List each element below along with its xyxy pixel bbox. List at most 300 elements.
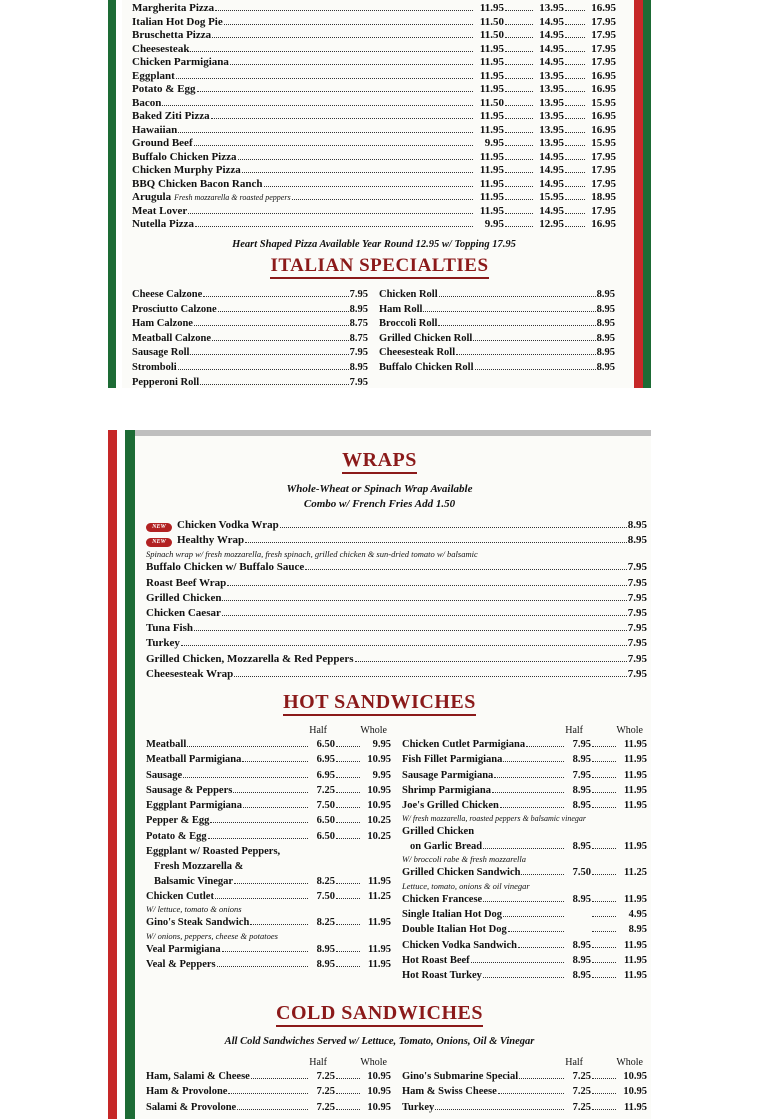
pizza-price-small: 11.95 xyxy=(479,83,504,95)
specialty-name: Chicken Roll xyxy=(379,289,438,300)
pizza-price-medium: 14.95 xyxy=(539,56,564,68)
hot-sandwich-half-price: 8.95 xyxy=(572,954,591,966)
hot-sandwich-whole-price: 8.95 xyxy=(628,924,647,936)
pizza-name: Cheesesteak xyxy=(132,42,190,55)
cold-sandwich-whole-price: 10.95 xyxy=(367,1101,391,1113)
leader-dots xyxy=(336,1078,360,1079)
wrap-price: 7.95 xyxy=(627,606,647,619)
cold-sandwich-name: Ham & Provolone xyxy=(146,1086,228,1098)
leader-dots xyxy=(592,947,616,948)
leader-dots xyxy=(592,792,616,793)
pizza-price-small: 11.95 xyxy=(479,150,504,163)
leader-dots xyxy=(336,777,360,778)
leader-dots xyxy=(438,325,595,326)
leader-dots xyxy=(336,1093,360,1094)
pizza-row xyxy=(132,2,616,16)
leader-dots xyxy=(505,145,533,146)
wraps-heading: WRAPS xyxy=(108,449,651,472)
hot-sandwich-row xyxy=(402,922,647,937)
pizza-price-large: 16.95 xyxy=(591,218,616,230)
hot-sandwich-name: Meatball xyxy=(146,739,187,750)
leader-dots xyxy=(565,51,585,52)
leader-dots xyxy=(565,132,585,133)
hot-sandwich-whole-price: 10.25 xyxy=(367,815,391,827)
leader-dots xyxy=(471,962,564,963)
specialty-name: Meatball Calzone xyxy=(132,332,212,344)
leader-dots xyxy=(519,1078,564,1079)
hot-sandwich-row xyxy=(146,798,391,813)
cold-sandwich-name: Ham, Salami & Cheese xyxy=(146,1071,250,1082)
pizza-price-medium: 14.95 xyxy=(539,164,564,176)
wrap-row xyxy=(146,606,647,621)
pizza-row xyxy=(132,205,616,219)
hot-sandwich-whole-price: 11.95 xyxy=(623,800,647,812)
specialty-price: 8.75 xyxy=(349,318,368,330)
hot-sandwich-name: Shrimp Parmigiana xyxy=(402,784,491,796)
leader-dots xyxy=(234,676,626,677)
specialty-price: 7.95 xyxy=(349,289,368,300)
spacer xyxy=(402,724,543,737)
leader-dots xyxy=(592,901,616,902)
pizza-name: BBQ Chicken Bacon Ranch xyxy=(132,177,263,190)
pizza-menu-panel xyxy=(108,0,651,388)
leader-dots xyxy=(498,1093,564,1094)
leader-dots xyxy=(194,630,627,631)
white-border-stripe xyxy=(116,0,122,388)
specialty-row xyxy=(379,288,615,303)
leader-dots xyxy=(222,951,308,952)
leader-dots xyxy=(565,186,585,187)
pizza-row xyxy=(132,70,616,84)
hot-sandwich-row xyxy=(402,783,647,798)
specialty-price: 8.95 xyxy=(596,347,615,359)
pizza-name: Italian Hot Dog Pie xyxy=(132,15,223,28)
wraps-subtitle-2: Combo w/ French Fries Add 1.50 xyxy=(303,498,456,510)
hot-sandwich-whole-price: 11.95 xyxy=(367,876,391,888)
hot-sandwich-row xyxy=(146,768,391,783)
cold-sandwich-row xyxy=(146,1069,391,1084)
half-label: Half xyxy=(565,725,583,736)
cold-sandwich-half-price: 7.25 xyxy=(572,1071,591,1082)
specialty-name: Cheesesteak Roll xyxy=(379,347,456,359)
hot-sandwich-name: Fish Fillet Parmigiana xyxy=(402,754,503,766)
hot-sandwich-name: Balsamic Vinegar xyxy=(154,876,234,888)
hot-sandwich-name: Double Italian Hot Dog xyxy=(402,924,507,936)
red-border-stripe xyxy=(634,0,643,388)
pizza-price-large: 15.95 xyxy=(591,96,616,109)
leader-dots xyxy=(195,226,473,227)
hot-sandwich-row xyxy=(146,813,391,828)
wrap-name: Turkey xyxy=(146,637,180,650)
leader-dots xyxy=(483,848,564,849)
cold-sandwich-whole-price: 10.95 xyxy=(623,1071,647,1082)
pizza-price-large: 16.95 xyxy=(591,110,616,122)
hot-sandwich-half-price: 8.95 xyxy=(572,800,591,812)
leader-dots xyxy=(178,369,349,370)
hot-sandwich-half-price: 8.95 xyxy=(316,943,335,955)
leader-dots xyxy=(222,615,627,616)
half-label: Half xyxy=(309,725,327,736)
wrap-row xyxy=(146,518,647,533)
leader-dots xyxy=(194,145,473,146)
leader-dots xyxy=(503,761,564,762)
pizza-price-small: 11.95 xyxy=(479,204,504,217)
hot-sandwich-half-price: 7.95 xyxy=(572,769,591,781)
hot-sandwich-row xyxy=(146,829,391,844)
hot-sandwich-name: Joe's Grilled Chicken xyxy=(402,800,499,812)
leader-dots xyxy=(212,340,349,341)
pizza-row xyxy=(132,56,616,70)
wrap-price: 7.95 xyxy=(627,622,647,635)
leader-dots xyxy=(264,186,474,187)
hot-sandwich-half-price: 8.25 xyxy=(316,917,335,929)
specialty-price: 8.95 xyxy=(596,332,615,344)
cold-sandwich-half-price: 7.25 xyxy=(572,1101,591,1113)
pizza-row xyxy=(132,191,616,205)
hot-sandwich-name: Grilled Chicken Sandwich xyxy=(402,867,521,879)
specialty-name: Prosciutto Calzone xyxy=(132,303,217,315)
hot-sandwich-name: Potato & Egg xyxy=(146,830,207,842)
hot-sandwich-row xyxy=(402,953,647,968)
leader-dots xyxy=(592,931,616,932)
leader-dots xyxy=(508,931,564,932)
leader-dots xyxy=(592,746,616,747)
leader-dots xyxy=(237,1109,308,1110)
wrap-price: 7.95 xyxy=(627,576,647,589)
hot-sandwich-half-price: 6.50 xyxy=(316,739,335,750)
leader-dots xyxy=(238,159,474,160)
half-whole-header xyxy=(146,1056,391,1069)
pizza-price-medium: 15.95 xyxy=(539,191,564,203)
leader-dots xyxy=(245,542,627,543)
hot-sandwich-whole-price: 11.95 xyxy=(623,784,647,796)
hot-sandwich-half-price: 6.95 xyxy=(316,754,335,766)
leader-dots xyxy=(200,384,348,385)
wrap-name: Healthy Wrap xyxy=(177,534,245,547)
leader-dots xyxy=(565,159,585,160)
leader-dots xyxy=(336,966,360,967)
wrap-name: Roast Beef Wrap xyxy=(146,576,227,589)
pizza-price-medium: 14.95 xyxy=(539,204,564,217)
pizza-price-medium: 13.95 xyxy=(539,110,564,122)
leader-dots xyxy=(592,848,616,849)
pizza-price-large: 17.95 xyxy=(591,29,616,41)
leader-dots xyxy=(188,213,473,214)
pizza-name: Hawaiian xyxy=(132,123,178,136)
hot-sandwich-name: Hot Roast Beef xyxy=(402,954,470,966)
hot-sandwich-name: Chicken Cutlet xyxy=(146,891,214,903)
hot-sandwich-name: Chicken Vodka Sandwich xyxy=(402,939,517,951)
leader-dots xyxy=(592,761,616,762)
pizza-name: Chicken Murphy Pizza xyxy=(132,164,241,176)
specialty-name: Pepperoni Roll xyxy=(132,376,200,388)
pizza-price-medium: 12.95 xyxy=(539,218,564,230)
specialty-row xyxy=(132,332,368,347)
pizza-price-medium: 13.95 xyxy=(539,96,564,109)
hot-sandwich-row xyxy=(402,752,647,767)
cold-sandwich-half-price: 7.25 xyxy=(316,1086,335,1098)
half-label: Half xyxy=(565,1057,583,1068)
specialty-name: Broccoli Roll xyxy=(379,318,438,330)
hot-sandwich-row xyxy=(146,874,391,889)
leader-dots xyxy=(211,118,473,119)
hot-sandwich-row xyxy=(402,968,647,983)
pizza-name: Meat Lover xyxy=(132,204,188,217)
pizza-price-large: 16.95 xyxy=(591,83,616,95)
leader-dots xyxy=(592,962,616,963)
pizza-price-medium: 14.95 xyxy=(539,177,564,190)
leader-dots xyxy=(183,777,308,778)
hot-sandwich-name: Veal & Peppers xyxy=(146,958,216,970)
whole-label: Whole xyxy=(360,1057,387,1068)
cold-right-column xyxy=(402,1056,647,1115)
specialty-price: 7.95 xyxy=(349,347,368,359)
hot-sandwich-row xyxy=(146,737,391,752)
hot-sandwich-half-price: 6.50 xyxy=(316,830,335,842)
leader-dots xyxy=(242,761,308,762)
hot-sandwich-whole-price: 11.95 xyxy=(623,893,647,905)
specialty-row xyxy=(132,303,368,318)
wrap-row xyxy=(146,621,647,636)
italian-specialties-heading: ITALIAN SPECIALTIES xyxy=(108,255,651,277)
cold-sandwich-row xyxy=(402,1069,647,1084)
wrap-price: 7.95 xyxy=(627,667,647,680)
pizza-name: Arugula xyxy=(132,191,172,203)
hot-sandwich-name: Eggplant Parmigiana xyxy=(146,800,242,812)
wrap-row xyxy=(146,560,647,575)
leader-dots xyxy=(505,172,533,173)
specialty-price: 8.95 xyxy=(596,303,615,315)
leader-dots xyxy=(190,354,348,355)
wrap-price: 7.95 xyxy=(627,561,647,574)
leader-dots xyxy=(222,600,626,601)
pizza-price-large: 17.95 xyxy=(591,56,616,68)
pizza-price-small: 9.95 xyxy=(484,137,504,149)
hot-sandwich-whole-price: 11.95 xyxy=(623,754,647,766)
hot-sandwich-half-price: 8.95 xyxy=(572,893,591,905)
hot-sandwich-row xyxy=(402,865,647,880)
leader-dots xyxy=(194,325,349,326)
leader-dots xyxy=(336,822,360,823)
specialty-name: Cheese Calzone xyxy=(132,289,203,300)
cold-sandwich-whole-price: 11.95 xyxy=(623,1101,647,1113)
leader-dots xyxy=(292,199,473,200)
pizza-name: Margherita Pizza xyxy=(132,2,215,14)
hot-sandwich-half-price: 7.50 xyxy=(316,891,335,903)
specialty-name: Sausage Roll xyxy=(132,347,190,359)
hot-sandwich-description: W/ onions, peppers, cheese & potatoes xyxy=(146,930,278,941)
wrap-row xyxy=(146,636,647,651)
pizza-name: Potato & Egg xyxy=(132,83,196,95)
hot-sandwich-half-price: 8.95 xyxy=(572,754,591,766)
hot-sandwich-row xyxy=(146,957,391,972)
hot-right-column xyxy=(402,724,647,984)
leader-dots xyxy=(505,91,533,92)
wrap-row xyxy=(146,652,647,667)
specialty-price: 7.95 xyxy=(349,376,368,388)
hot-sandwich-half-price: 8.95 xyxy=(572,841,591,853)
leader-dots xyxy=(505,37,533,38)
pizza-price-small: 11.50 xyxy=(479,29,504,41)
leader-dots xyxy=(250,924,308,925)
pizza-row xyxy=(132,43,616,57)
leader-dots xyxy=(212,37,473,38)
wraps-sandwiches-panel xyxy=(108,430,651,1119)
leader-dots xyxy=(203,296,348,297)
hot-sandwich-description: W/ broccoli rabe & fresh mozzarella xyxy=(402,854,526,865)
leader-dots xyxy=(336,898,360,899)
wrap-price: 7.95 xyxy=(627,591,647,604)
pizza-row xyxy=(132,151,616,165)
specialty-name: Ham Roll xyxy=(379,303,423,315)
leader-dots xyxy=(505,78,533,79)
pizza-row xyxy=(132,124,616,138)
hot-sandwich-whole-price: 11.25 xyxy=(367,891,391,903)
wrap-name: Cheesesteak Wrap xyxy=(146,667,234,680)
pizza-price-large: 17.95 xyxy=(591,150,616,163)
pizza-price-small: 11.95 xyxy=(479,110,504,122)
pizza-list xyxy=(132,2,616,250)
specialty-row xyxy=(132,376,368,388)
hot-sandwich-whole-price: 11.95 xyxy=(367,958,391,970)
pizza-row xyxy=(132,83,616,97)
hot-sandwich-name: on Garlic Bread xyxy=(410,841,483,853)
hot-sandwich-whole-price: 11.95 xyxy=(623,970,647,982)
wrap-name: Grilled Chicken, Mozzarella & Red Peppers xyxy=(146,652,354,665)
cold-sandwich-half-price: 7.25 xyxy=(316,1071,335,1082)
hot-sandwich-whole-price: 9.95 xyxy=(372,739,391,750)
pizza-price-small: 11.95 xyxy=(479,69,504,82)
leader-dots xyxy=(521,874,564,875)
wrap-price: 8.95 xyxy=(627,519,647,531)
hot-sandwich-half-price: 7.50 xyxy=(316,800,335,812)
pizza-price-medium: 13.95 xyxy=(539,137,564,149)
wrap-row xyxy=(146,667,647,682)
leader-dots xyxy=(210,822,308,823)
cold-sandwich-row xyxy=(146,1084,391,1099)
leader-dots xyxy=(218,311,349,312)
heart-pizza-note: Heart Shaped Pizza Available Year Round 12.95 w/ Topping 17.95 xyxy=(232,238,516,250)
specialty-price: 8.95 xyxy=(349,303,368,315)
wrap-price: 8.95 xyxy=(627,534,647,547)
leader-dots xyxy=(355,661,627,662)
leader-dots xyxy=(336,951,360,952)
leader-dots xyxy=(215,898,308,899)
hot-sandwich-row xyxy=(402,737,647,752)
cold-sandwich-whole-price: 10.95 xyxy=(367,1086,391,1098)
leader-dots xyxy=(592,874,616,875)
hot-sandwich-half-price: 6.50 xyxy=(316,815,335,827)
pizza-price-medium: 14.95 xyxy=(539,42,564,55)
pizza-row xyxy=(132,16,616,30)
half-whole-header xyxy=(146,724,391,737)
leader-dots xyxy=(243,807,308,808)
leader-dots xyxy=(178,132,473,133)
leader-dots xyxy=(592,916,616,917)
specialty-row xyxy=(379,346,615,361)
green-border-stripe-right xyxy=(643,0,651,388)
specialty-name: Ham Calzone xyxy=(132,318,193,330)
hot-sandwich-name: Fresh Mozzarella & xyxy=(154,861,244,873)
half-whole-header xyxy=(402,1056,647,1069)
leader-dots xyxy=(435,1109,564,1110)
leader-dots xyxy=(217,966,308,967)
whole-label: Whole xyxy=(616,1057,643,1068)
leader-dots xyxy=(503,916,564,917)
leader-dots xyxy=(280,527,627,528)
leader-dots xyxy=(475,369,596,370)
pizza-price-small: 9.95 xyxy=(484,218,504,230)
pizza-price-large: 17.95 xyxy=(591,42,616,55)
half-whole-header xyxy=(402,724,647,737)
new-badge: NEW xyxy=(146,538,172,547)
leader-dots xyxy=(494,777,564,778)
wraps-subtitle-1: Whole-Wheat or Spinach Wrap Available xyxy=(286,483,473,495)
pizza-row xyxy=(132,164,616,178)
leader-dots xyxy=(505,118,533,119)
cold-sandwich-name: Gino's Submarine Special xyxy=(402,1071,519,1082)
leader-dots xyxy=(456,354,596,355)
pizza-price-large: 15.95 xyxy=(591,137,616,149)
hot-sandwich-name: Sausage & Peppers xyxy=(146,784,233,796)
half-label: Half xyxy=(309,1057,327,1068)
pizza-name: Nutella Pizza xyxy=(132,218,195,230)
hot-sandwich-whole-price: 10.95 xyxy=(367,784,391,796)
specialty-price: 8.95 xyxy=(596,289,615,300)
cold-sandwich-whole-price: 10.95 xyxy=(623,1086,647,1098)
hot-sandwich-row xyxy=(146,889,391,904)
whole-label: Whole xyxy=(616,725,643,736)
pizza-price-small: 11.95 xyxy=(479,2,504,14)
hot-sandwich-whole-price: 11.95 xyxy=(623,769,647,781)
hot-sandwich-half-price: 6.95 xyxy=(316,769,335,781)
pizza-price-large: 17.95 xyxy=(591,204,616,217)
leader-dots xyxy=(190,51,473,52)
leader-dots xyxy=(505,186,533,187)
cold-sandwich-name: Turkey xyxy=(402,1101,435,1113)
leader-dots xyxy=(492,792,564,793)
leader-dots xyxy=(208,838,308,839)
hot-sandwich-half-price: 7.50 xyxy=(572,867,591,879)
leader-dots xyxy=(336,924,360,925)
leader-dots xyxy=(336,807,360,808)
hot-sandwich-half-price: 8.25 xyxy=(316,876,335,888)
leader-dots xyxy=(336,883,360,884)
hot-sandwich-row xyxy=(146,752,391,767)
leader-dots xyxy=(565,213,585,214)
leader-dots xyxy=(592,1078,616,1079)
leader-dots xyxy=(505,24,533,25)
cold-sandwich-whole-price: 10.95 xyxy=(367,1071,391,1082)
leader-dots xyxy=(565,64,585,65)
leader-dots xyxy=(227,585,626,586)
specialty-name: Stromboli xyxy=(132,361,177,373)
pizza-price-large: 16.95 xyxy=(591,69,616,82)
leader-dots xyxy=(336,746,360,747)
green-border-stripe xyxy=(108,0,116,388)
hot-sandwich-half-price: 8.95 xyxy=(572,970,591,982)
pizza-price-medium: 13.95 xyxy=(539,123,564,136)
hot-sandwich-half-price: 8.95 xyxy=(316,958,335,970)
specialty-row xyxy=(379,361,615,376)
cold-subtitle: All Cold Sandwiches Served w/ Lettuce, Tomato, Onions, Oil & Vinegar xyxy=(224,1036,535,1047)
pizza-price-small: 11.50 xyxy=(479,96,504,109)
leader-dots xyxy=(181,645,627,646)
specialty-row xyxy=(132,361,368,376)
specialty-price: 8.75 xyxy=(349,332,368,344)
leader-dots xyxy=(592,807,616,808)
leader-dots xyxy=(505,10,533,11)
